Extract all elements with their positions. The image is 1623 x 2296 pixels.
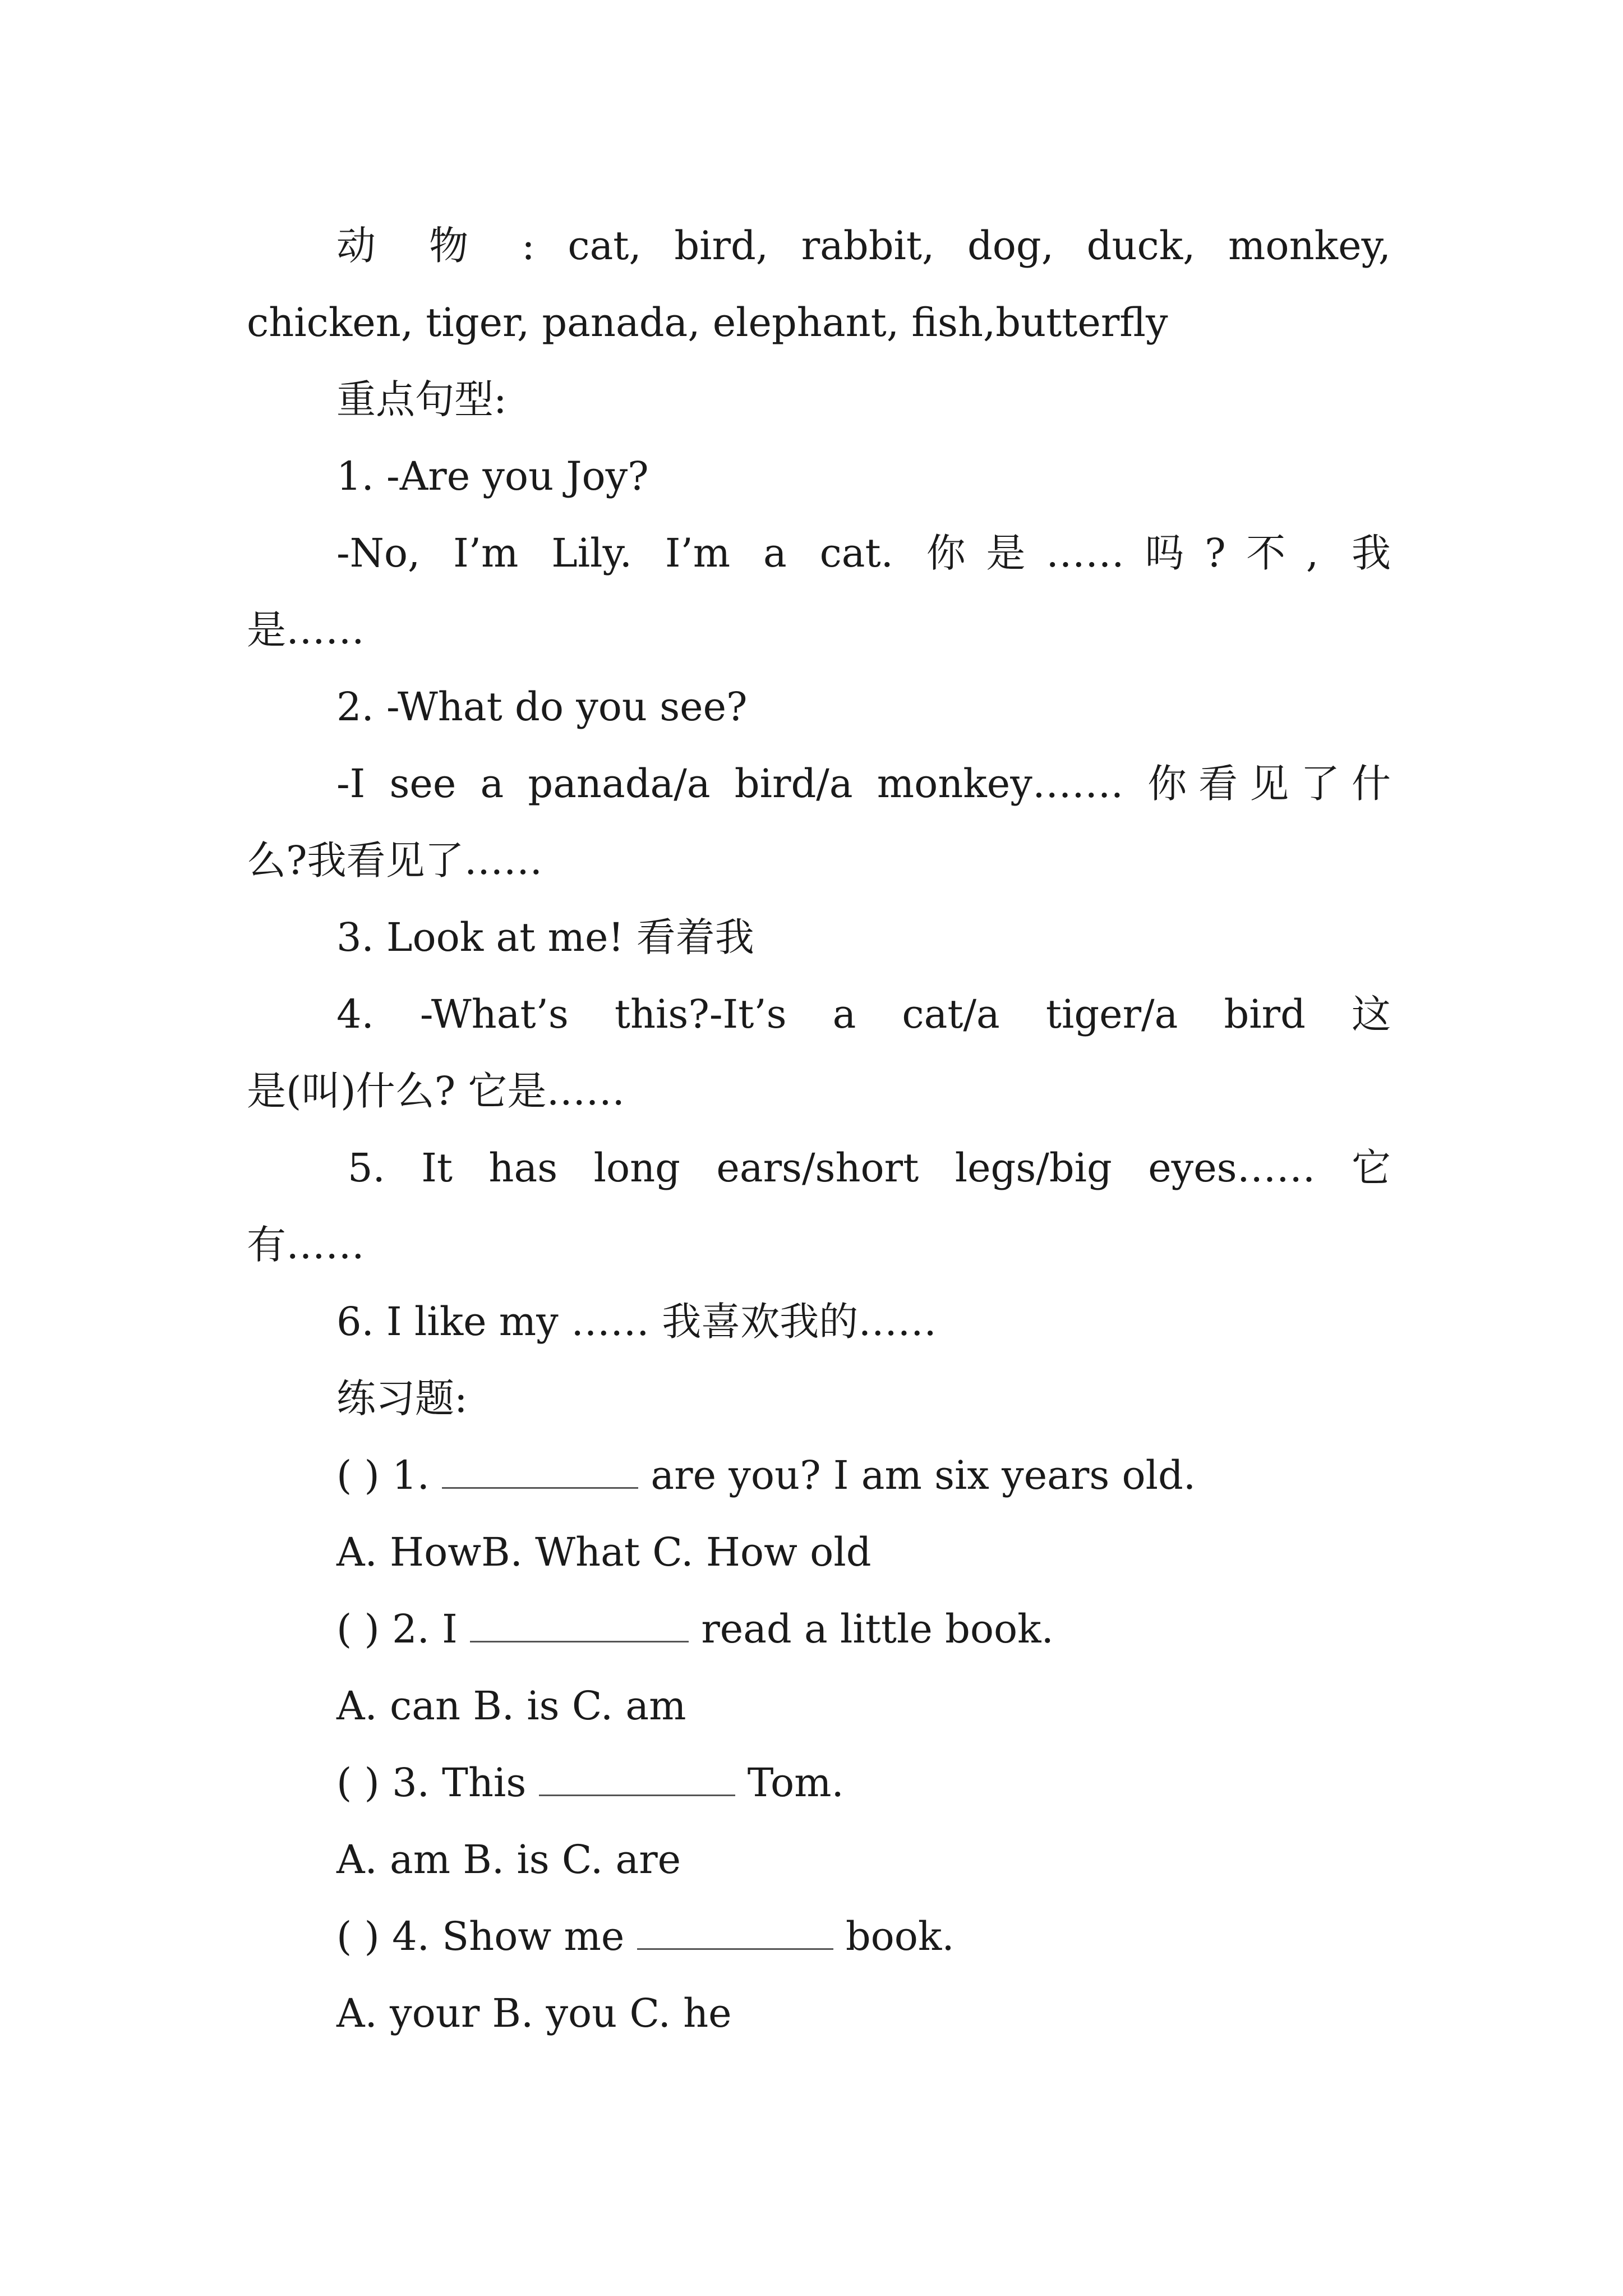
sentence-5-cont: 有…… <box>247 1222 365 1268</box>
sentence-1-answer: -No, I’m Lily. I’m a cat. 你是……吗?不, 我 <box>336 530 1391 576</box>
sentence-1: 1. -Are you Joy? <box>336 453 649 499</box>
exercise-question-2 <box>247 1591 1391 1668</box>
sentence-3: 3. Look at me! 看着我 <box>336 914 754 960</box>
sentence-4-cont: 是(叫)什么? 它是…… <box>247 1068 625 1114</box>
answer-blank-4[interactable] <box>637 1917 833 1950</box>
sentence-1-answer-cont: 是…… <box>247 607 365 653</box>
exercise-question-3 <box>247 1745 1391 1821</box>
question-3-suffix: Tom. <box>735 1760 844 1806</box>
sentence-2-answer-cont: 么?我看见了…… <box>247 838 543 884</box>
question-4-prefix: ( ) 4. Show me <box>336 1913 637 1959</box>
vocab-animals-line-2: chicken, tiger, panada, elephant, fish,butterfly <box>247 300 1168 346</box>
document-page <box>247 208 1391 2052</box>
exercise-options-2: A. can B. is C. am <box>336 1683 686 1729</box>
sentence-2-answer: -I see a panada/a bird/a monkey……. 你看见了什 <box>336 761 1391 807</box>
question-1-prefix: ( ) 1. <box>336 1452 442 1498</box>
question-2-prefix: ( ) 2. I <box>336 1606 471 1652</box>
exercise-options-3: A. am B. is C. are <box>336 1837 681 1883</box>
key-sentences-heading: 重点句型: <box>336 376 507 422</box>
question-4-suffix: book. <box>833 1913 955 1959</box>
sentence-6: 6. I like my …… 我喜欢我的…… <box>336 1299 937 1345</box>
answer-blank-1[interactable] <box>442 1456 638 1489</box>
question-1-suffix: are you? I am six years old. <box>638 1452 1196 1498</box>
exercise-options-1: A. HowB. What C. How old <box>336 1529 872 1575</box>
vocab-animals-line-1: 动 物 : cat, bird, rabbit, dog, duck, monkey, <box>336 223 1391 269</box>
question-3-prefix: ( ) 3. This <box>336 1760 539 1806</box>
exercise-options-4: A. your B. you C. he <box>336 1990 732 2036</box>
question-2-suffix: read a little book. <box>689 1606 1054 1652</box>
sentence-4: 4. -What’s this?-It’s a cat/a tiger/a bird 这 <box>336 991 1391 1037</box>
exercise-question-1 <box>247 1437 1391 1514</box>
sentence-5: 5. It has long ears/short legs/big eyes…… 它 <box>348 1145 1391 1191</box>
exercise-question-4 <box>247 1898 1391 1975</box>
exercises-heading: 练习题: <box>336 1375 468 1421</box>
sentence-2: 2. -What do you see? <box>336 684 748 730</box>
answer-blank-3[interactable] <box>539 1763 735 1796</box>
answer-blank-2[interactable] <box>470 1609 689 1642</box>
